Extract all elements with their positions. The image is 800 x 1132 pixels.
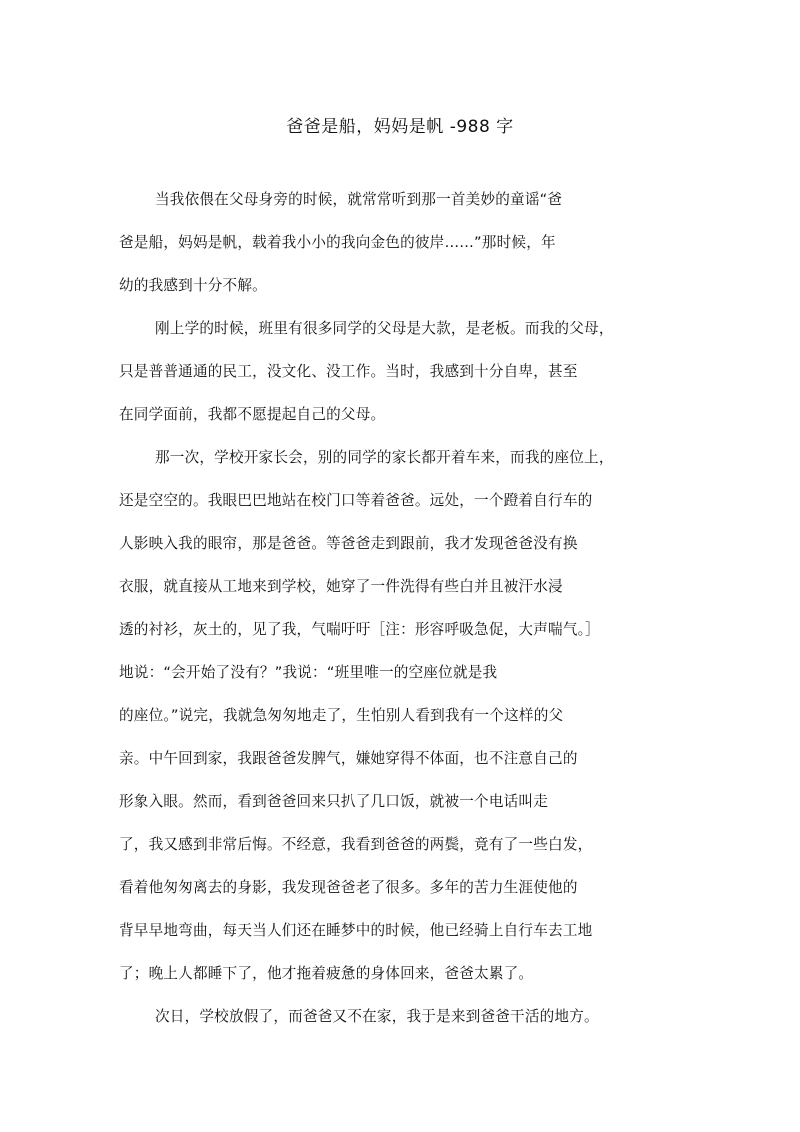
text-line: 幼的我感到十分不解。	[119, 277, 267, 294]
text-line: 了，我又感到非常后悔。不经意，我看到爸爸的两鬓，竟有了一些白发，	[119, 836, 593, 853]
text-line: 看着他匆匆离去的身影，我发现爸爸老了很多。多年的苦力生涯使他的	[119, 879, 578, 896]
text-line: 亲。中午回到家，我跟爸爸发脾气，嫌她穿得不体面，也不注意自己的	[119, 750, 578, 767]
text-line: 在同学面前，我都不愿提起自己的父母。	[119, 406, 386, 423]
text-line: 当我依偎在父母身旁的时候，就常常听到那一首美妙的童谣“爸	[155, 191, 563, 208]
text-line: 只是普普通通的民工，没文化、没工作。当时，我感到十分自卑，甚至	[119, 363, 578, 380]
text-line: 透的衬衫，灰土的，见了我，气喘吁吁［注：形容呼吸急促，大声喘气。］	[119, 621, 600, 638]
text-line: 背早早地弯曲，每天当人们还在睡梦中的时候，他已经骑上自行车去工地	[119, 922, 593, 939]
text-line: 衣服，就直接从工地来到学校，她穿了一件洗得有些白并且被汗水浸	[119, 578, 563, 595]
text-line: 人影映入我的眼帘，那是爸爸。等爸爸走到跟前，我才发现爸爸没有换	[119, 535, 578, 552]
text-line: 形象入眼。然而，看到爸爸回来只扒了几口饭，就被一个电话叫走	[119, 793, 549, 810]
text-line: 了；晚上人都睡下了，他才拖着疲惫的身体回来，爸爸太累了。	[119, 965, 534, 982]
text-line: 次日，学校放假了，而爸爸又不在家，我于是来到爸爸干活的地方。	[155, 1008, 599, 1025]
text-line: 那一次，学校开家长会，别的同学的家长都开着车来，而我的座位上，	[155, 449, 614, 466]
text-line: 地说：“会开始了没有？”我说：“班里唯一的空座位就是我	[119, 664, 498, 681]
text-line: 还是空空的。我眼巴巴地站在校门口等着爸爸。远处，一个蹬着自行车的	[119, 492, 593, 509]
text-line: 刚上学的时候，班里有很多同学的父母是大款，是老板。而我的父母，	[155, 320, 614, 337]
document-title: 爸爸是船，妈妈是帆 -988 字	[286, 117, 514, 137]
text-line: 爸是船，妈妈是帆，载着我小小的我向金色的彼岸……”那时候，年	[119, 234, 556, 251]
text-line: 的座位。”说完，我就急匆匆地走了，生怕别人看到我有一个这样的父	[119, 707, 564, 724]
